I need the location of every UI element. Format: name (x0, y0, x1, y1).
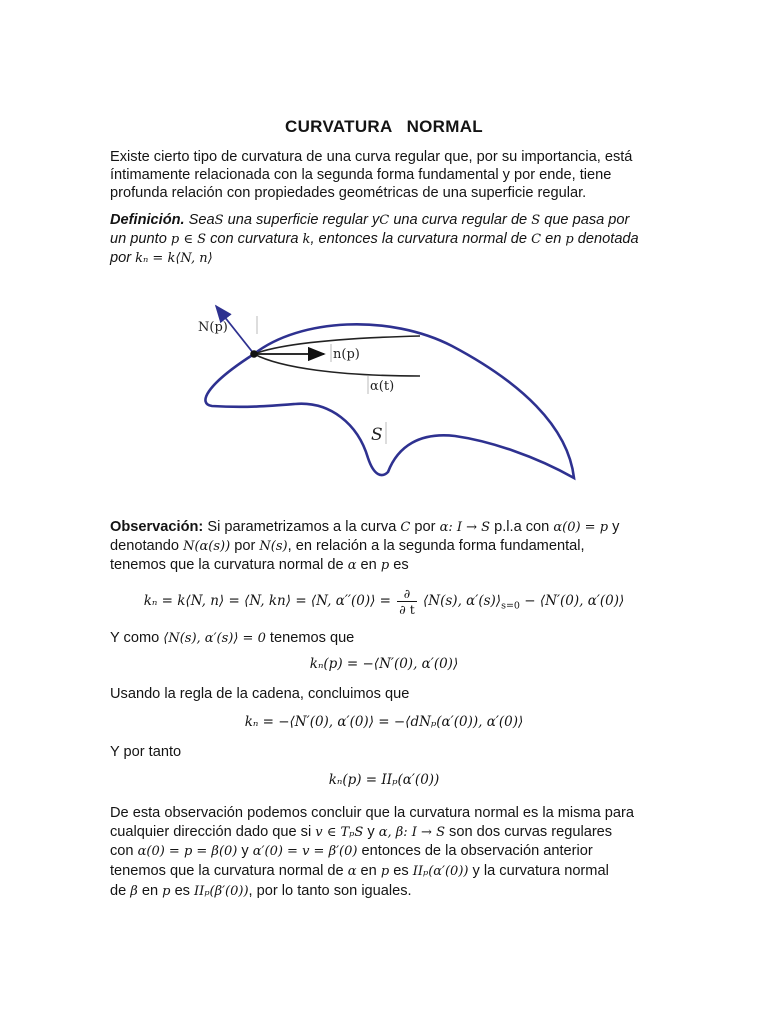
concl-text: es (393, 863, 409, 879)
def-text: denotada (577, 231, 639, 247)
equation-1 (0, 586, 768, 617)
intro-line-2: íntimamente relacionada con la segunda forma fundamental y por ende, tiene (110, 167, 612, 183)
math-II-alpha: IIₚ(α′(0)) (412, 864, 469, 879)
math-alpha-map: α: I → S (439, 520, 491, 535)
def-text: una curva regular de (393, 212, 528, 228)
conclusion-line-4 (110, 862, 658, 882)
concl-text: , por lo tanto son iguales. (248, 883, 412, 899)
definition-label: Definición. (110, 212, 185, 228)
observation-line-2 (110, 537, 658, 557)
def-text: , entonces la curvatura normal de (310, 231, 528, 247)
equation-3: kₙ = −⟨N′(0), α′(0)⟩ = −⟨dNₚ(α′(0)), α′(0)⟩ (244, 714, 524, 730)
math-p: p (565, 232, 574, 247)
concl-text: tenemos que la curvatura normal de (110, 863, 344, 879)
eq1-tail: − ⟨N′(0), α′(0)⟩ (524, 593, 625, 609)
math-N-alpha-s: N(α(s)) (183, 539, 231, 554)
observation-line-3 (110, 556, 658, 576)
concl-text: es (174, 883, 190, 899)
obs-text: es (393, 557, 409, 573)
usando-line: Usando la regla de la cadena, concluimos que (110, 686, 410, 702)
obs-text: por (234, 538, 256, 554)
frac-denominator: ∂ t (399, 602, 415, 617)
obs-text: denotando (110, 538, 179, 554)
label-n-p: n(p) (333, 347, 360, 362)
math-kn-definition: kₙ = k⟨N, n⟩ (135, 251, 213, 266)
math-C: C (531, 232, 542, 247)
math-II-beta: IIₚ(β′(0)) (194, 884, 249, 899)
ycomo-text: Y como (110, 630, 160, 646)
observation-line-1 (110, 518, 658, 538)
conclusion-line-2 (110, 823, 658, 843)
surface-curve-figure (190, 296, 590, 490)
frac-numerator: ∂ (397, 586, 416, 602)
math-alpha-zero: α(0) = p (553, 520, 609, 535)
math-p: p (380, 864, 390, 879)
definition-line-2 (110, 230, 658, 250)
math-C: C (379, 213, 390, 228)
definition-line-3 (110, 249, 658, 269)
intro-line-3: profunda relación con propiedades geométricas de una superficie regular. (110, 185, 587, 201)
concl-text: en (141, 883, 159, 899)
equation-2: kₙ(p) = −⟨N′(0), α′(0)⟩ (309, 656, 459, 672)
def-text: Sea (188, 212, 215, 228)
def-text: por (110, 250, 132, 266)
concl-text: y (241, 843, 249, 859)
math-alpha: α (347, 864, 357, 879)
math-v-in-tangent: v ∈ TₚS (315, 825, 364, 840)
def-text: un punto (110, 231, 167, 247)
label-alpha-t: α(t) (370, 379, 395, 394)
ycomo-text: tenemos que (269, 630, 355, 646)
math-alpha-beta-zero: α(0) = p = β(0) (137, 844, 238, 859)
concl-text: con (110, 843, 134, 859)
math-S: S (531, 213, 541, 228)
def-text: una superficie regular y (227, 212, 380, 228)
obs-text: p.l.a con (494, 519, 550, 535)
definition-line-1 (110, 211, 658, 231)
concl-text: en (360, 863, 377, 879)
math-p: p (162, 884, 171, 899)
conclusion-line-1: De esta observación podemos concluir que la curvatura normal es la misma para (110, 805, 635, 821)
eq1-subscript: s=0 (501, 600, 520, 612)
obs-text: por (414, 519, 436, 535)
concl-text: entonces de la observación anterior (361, 843, 593, 859)
math-beta: β (130, 884, 138, 899)
concl-text: cualquier dirección dado que si (110, 824, 312, 840)
def-text: en (545, 231, 562, 247)
def-text: con curvatura (210, 231, 299, 247)
math-k: k (302, 232, 311, 247)
math-p: p (380, 558, 390, 573)
eq1-lhs: kₙ = k⟨N, n⟩ = ⟨N, kn⟩ = ⟨N, α′′(0)⟩ = (143, 593, 391, 609)
concl-text: y (367, 824, 375, 840)
eq1-rhs: ⟨N(s), α′(s)⟩ (423, 593, 502, 609)
math-alpha: α (347, 558, 357, 573)
surface-boundary (205, 324, 574, 478)
obs-text: tenemos que la curvatura normal de (110, 557, 344, 573)
concl-text: y la curvatura normal (472, 863, 609, 879)
obs-text: y (612, 519, 620, 535)
observation-label: Observación: (110, 519, 204, 535)
label-S: S (371, 425, 383, 445)
point-p-marker (250, 350, 258, 358)
math-N-s: N(s) (259, 539, 288, 554)
conclusion-line-3 (110, 842, 658, 862)
label-N-p: N(p) (198, 320, 228, 335)
title-word-curvatura: CURVATURA (285, 117, 393, 136)
math-p-in-S: p ∈ S (170, 232, 206, 247)
math-alpha-beta-map: α, β: I → S (378, 825, 445, 840)
math-C: C (400, 520, 411, 535)
ycomo-line (110, 629, 658, 649)
yportanto-line: Y por tanto (110, 744, 182, 760)
conclusion-line-5 (110, 882, 658, 902)
def-text: que pasa por (544, 212, 630, 228)
concl-text: de (110, 883, 127, 899)
intro-line-1: Existe cierto tipo de curvatura de una curva regular que, por su importancia, está (110, 149, 633, 165)
page-title (0, 117, 768, 137)
obs-text: , en relación a la segunda forma fundamental, (287, 538, 585, 554)
concl-text: son dos curvas regulares (449, 824, 613, 840)
equation-4: kₙ(p) = IIₚ(α′(0)) (328, 772, 440, 788)
math-S: S (214, 213, 224, 228)
math-alpha-beta-prime: α′(0) = v = β′(0) (252, 844, 358, 859)
obs-text: Si parametrizamos a la curva (207, 519, 397, 535)
partial-fraction (397, 586, 416, 617)
math-orthogonality: ⟨N(s), α′(s)⟩ = 0 (163, 631, 266, 646)
title-word-normal: NORMAL (406, 117, 483, 136)
obs-text: en (360, 557, 377, 573)
